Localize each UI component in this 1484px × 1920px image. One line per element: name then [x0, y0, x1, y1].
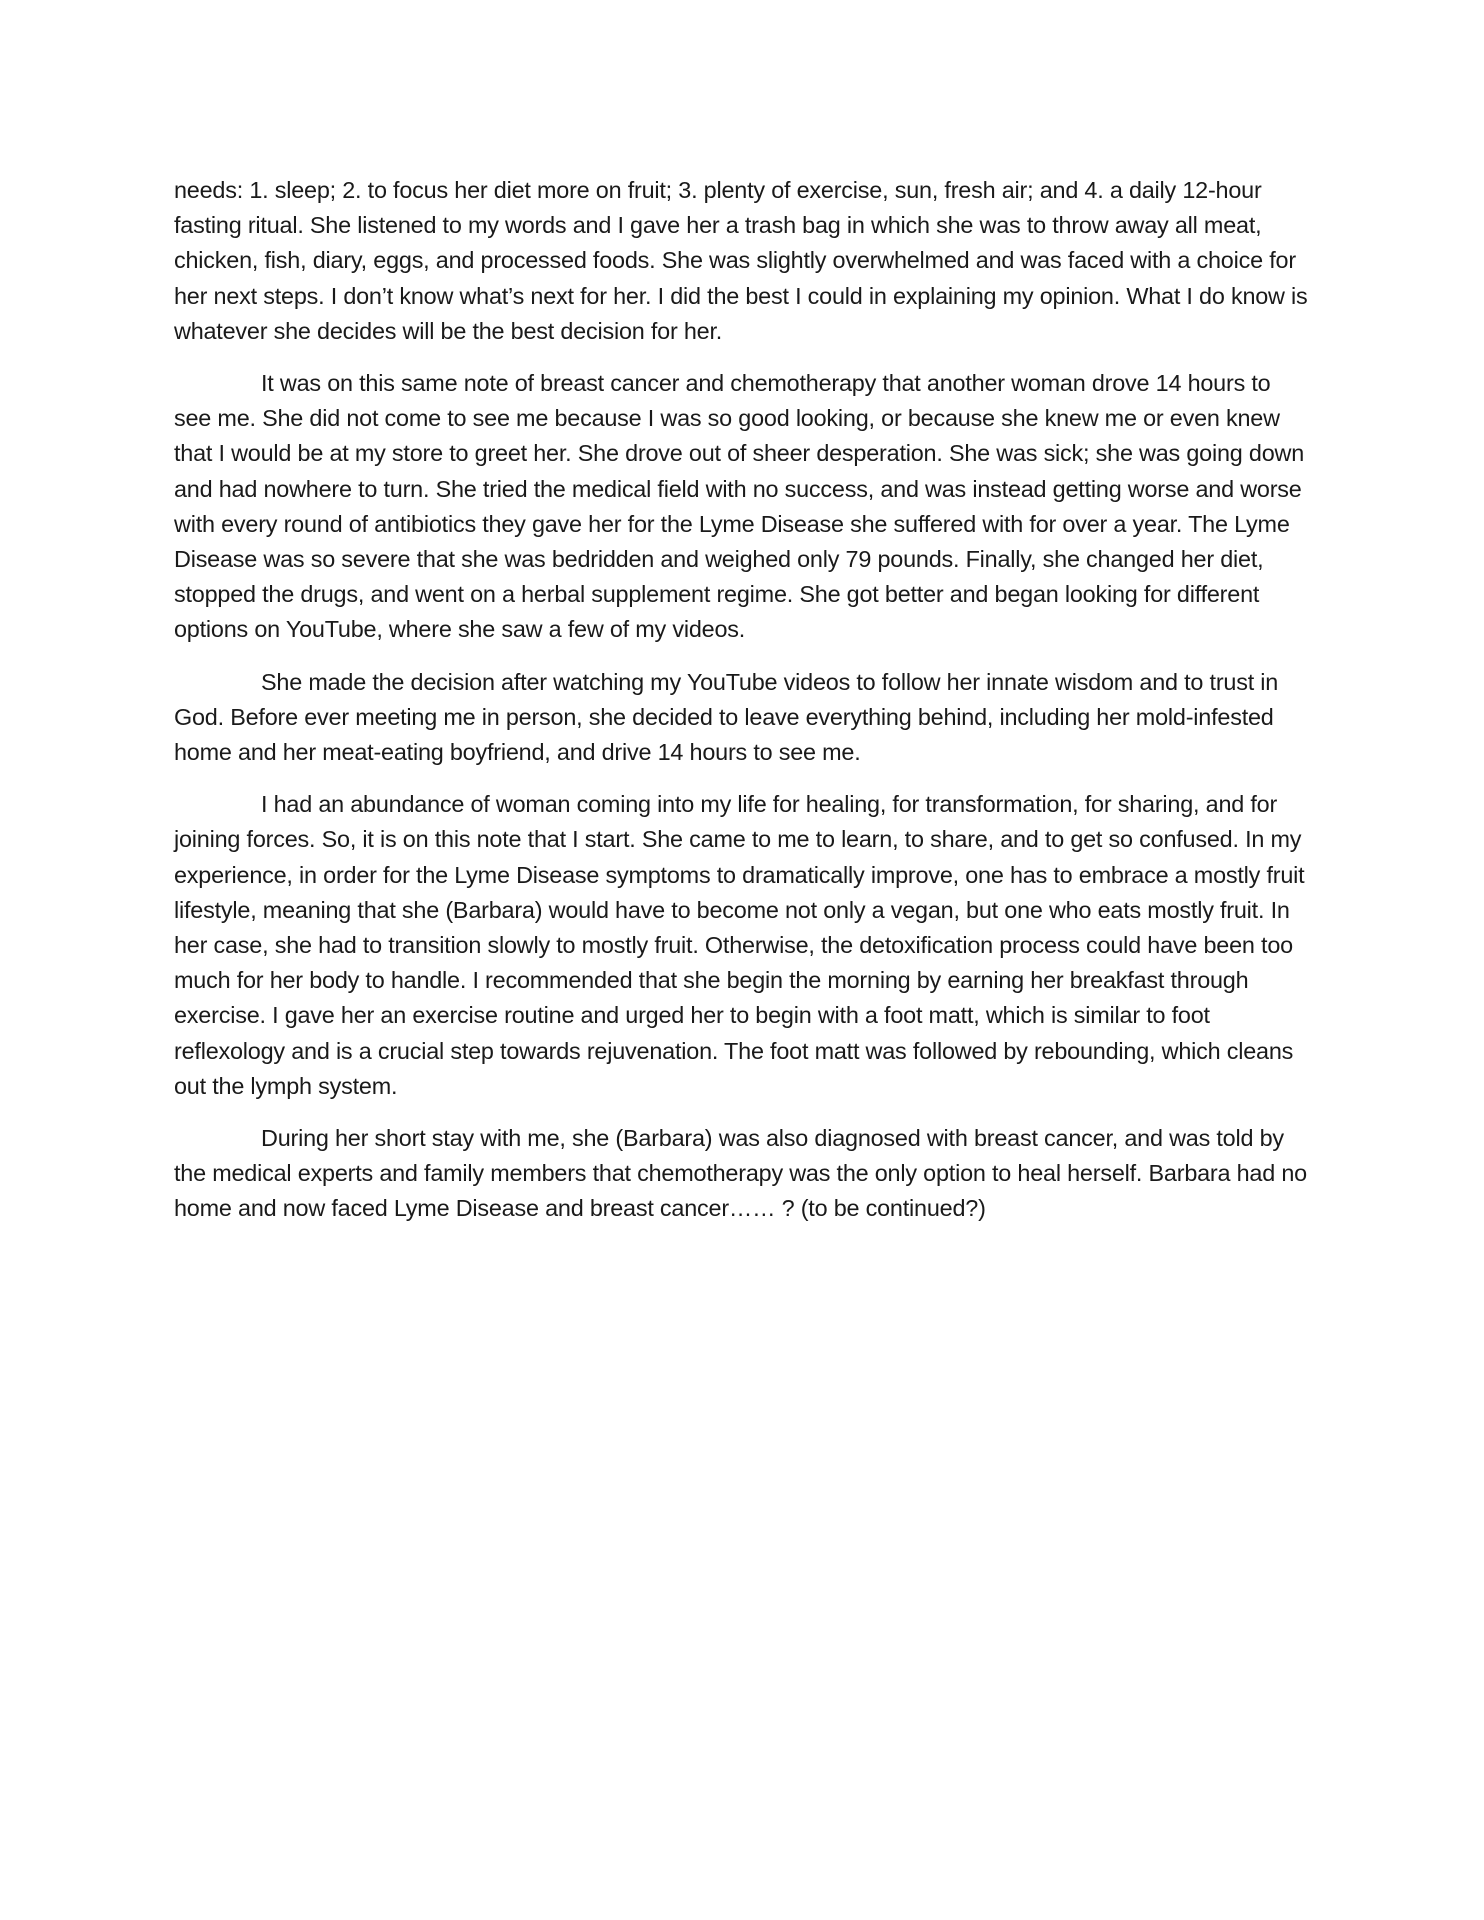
paragraph-decision: She made the decision after watching my YouTube videos to follow her innate wisdom and to trust in God. Before ever meeting me in person, she decided to leave everything behind, including her mold-infested home and her meat-eating boyfriend, and drive 14 hours to see me. — [174, 668, 1279, 766]
document-body — [174, 173, 1310, 1244]
paragraph-lyme-disease-visitor: It was on this same note of breast cancer and chemotherapy that another woman drove 14 hours to see me. She did not come to see me because I was so good looking, or because she knew me or even knew that I would be at my store to greet her. She drove out of sheer desperation. She was sick; she was going down and had nowhere to turn. She tried the medical field with no success, and was instead getting worse and worse with every round of antibiotics they gave her for the Lyme Disease she suffered with for over a year. The Lyme Disease was so severe that she was bedridden and weighed only 79 pounds. Finally, she changed her diet, stopped the drugs, and went on a herbal supplement regime. She got better and began looking for different options on YouTube, where she saw a few of my videos. — [174, 370, 1305, 643]
paragraph-continuation: needs: 1. sleep; 2. to focus her diet more on fruit; 3. plenty of exercise, sun, fresh air; and 4. a daily 12-hour fasting ritual. She listened to my words and I gave her a trash bag in which she was to throw away all meat, chicken, fish, diary, eggs, and processed foods. She was slightly overwhelmed and was faced with a choice for her next steps. I don’t know what’s next for her. I did the best I could in explaining my opinion. What I do know is whatever she decides will be the best decision for her. — [174, 177, 1308, 344]
paragraph-diagnosis: During her short stay with me, she (Barbara) was also diagnosed with breast cancer, and was told by the medical experts and family members that chemotherapy was the only option to heal herself. Barbara had no home and now faced Lyme Disease and breast cancer…… ? (to be continued?) — [174, 1125, 1307, 1222]
paragraph-fruit-lifestyle: I had an abundance of woman coming into my life for healing, for transformation, for sharing, and for joining forces. So, it is on this note that I start. She came to me to learn, to share, and to get so confused. In my experience, in order for the Lyme Disease symptoms to dramatically improve, one has to embrace a mostly fruit lifestyle, meaning that she (Barbara) would have to become not only a vegan, but one who eats mostly fruit. In her case, she had to transition slowly to mostly fruit. Otherwise, the detoxification process could have been too much for her body to handle. I recommended that she begin the morning by earning her breakfast through exercise. I gave her an exercise routine and urged her to begin with a foot matt, which is similar to foot reflexology and is a crucial step towards rejuvenation. The foot matt was followed by rebounding, which cleans out the lymph system. — [174, 791, 1305, 1099]
